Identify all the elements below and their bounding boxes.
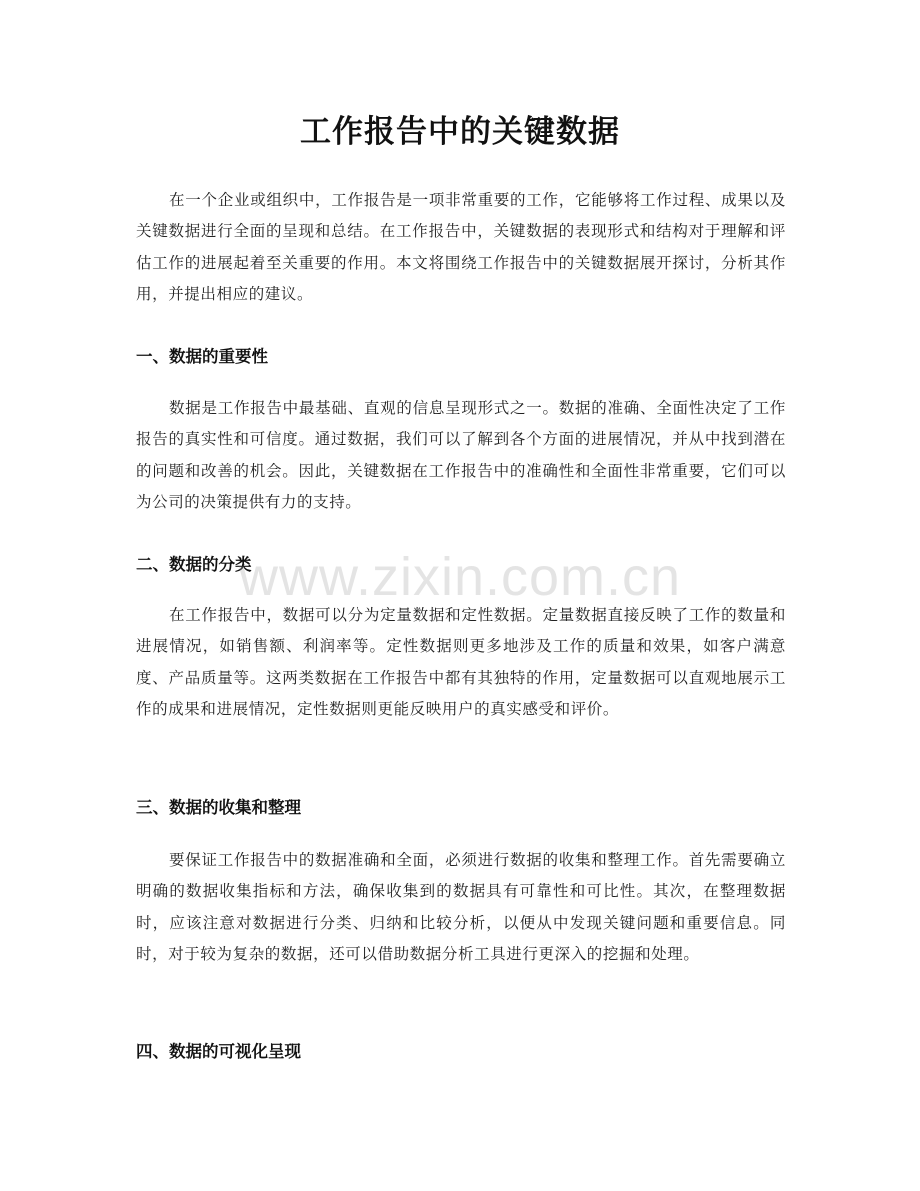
section-2-body: 在工作报告中，数据可以分为定量数据和定性数据。定量数据直接反映了工作的数量和进展情况，如销售额、利润率等。定性数据则更多地涉及工作的质量和效果，如客户满意度、产品质量等。这两类数据在工作报告中都有其独特的作用，定量数据可以直观地展示工作的成果和进展情况，定性数据则更能反映用户的真实感受和评价。: [136, 606, 786, 718]
section-1-body: 数据是工作报告中最基础、直观的信息呈现形式之一。数据的准确、全面性决定了工作报告的真实性和可信度。通过数据，我们可以了解到各个方面的进展情况，并从中找到潜在的问题和改善的机会。因此，关键数据在工作报告中的准确性和全面性非常重要，它们可以为公司的决策提供有力的支持。: [136, 399, 786, 511]
section-2-heading: 二、数据的分类: [136, 555, 252, 574]
section-3-body: 要保证工作报告中的数据准确和全面，必须进行数据的收集和整理工作。首先需要确立明确的数据收集指标和方法，确保收集到的数据具有可靠性和可比性。其次，在整理数据时，应该注意对数据进行分类、归纳和比较分析，以便从中发现关键问题和重要信息。同时，对于较为复杂的数据，还可以借助数据分析工具进行更深入的挖掘和处理。: [136, 851, 786, 963]
section-4-heading: 四、数据的可视化呈现: [136, 1042, 301, 1061]
section-1-heading: 一、数据的重要性: [136, 347, 268, 366]
watermark-text: www.zixin.com.cn: [238, 547, 682, 607]
document-title: 工作报告中的关键数据: [300, 114, 620, 150]
intro-paragraph: 在一个企业或组织中，工作报告是一项非常重要的工作，它能够将工作过程、成果以及关键数据进行全面的呈现和总结。在工作报告中，关键数据的表现形式和结构对于理解和评估工作的进展起着至关重要的作用。本文将围绕工作报告中的关键数据展开探讨，分析其作用，并提出相应的建议。: [136, 191, 786, 303]
section-3-heading: 三、数据的收集和整理: [136, 798, 301, 817]
